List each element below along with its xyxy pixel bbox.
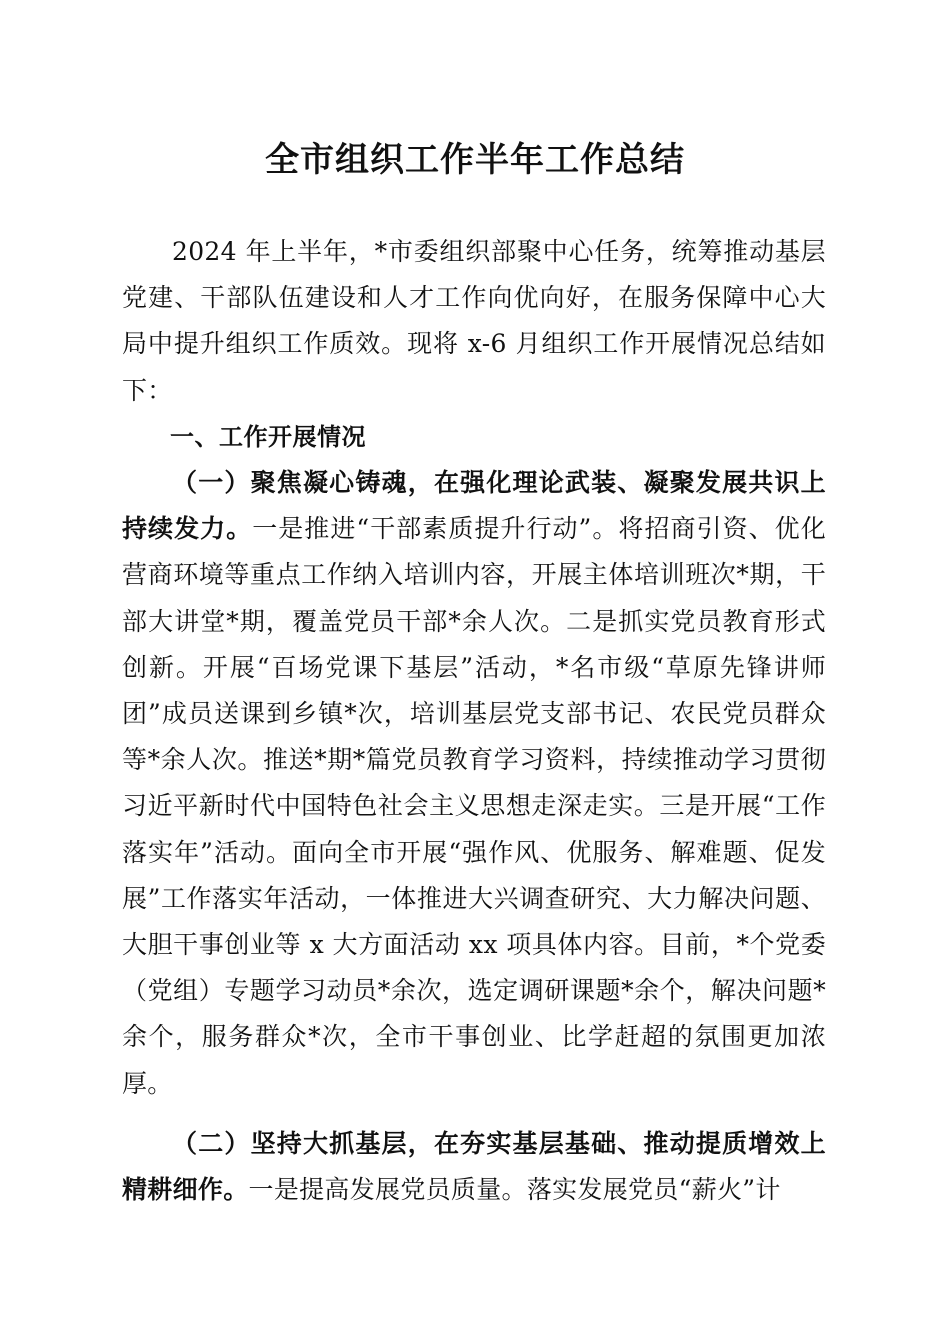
item-2-paragraph [122, 1121, 826, 1213]
item-2-body: 一是提高发展党员质量。落实发展党员“薪火”计 [248, 1175, 781, 1205]
intro-paragraph: 2024 年上半年，*市委组织部聚中心任务，统筹推动基层党建、干部队伍建设和人才工作向优向好，在服务保障中心大局中提升组织工作质效。现将 x-6 月组织工作开展情况总结如下： [122, 237, 826, 405]
item-1-lead: （一）聚焦凝心铸魂，在强化理论武装、凝聚发展共识上持续发力。 [122, 468, 826, 544]
item-2-lead: （二）坚持大抓基层，在夯实基层基础、推动提质增效上精耕细作。 [122, 1128, 826, 1205]
item-1-body: 一是推进“干部素质提升行动”。将招商引资、优化营商环境等重点工作纳入培训内容，开展主体培训班次*期，干部大讲堂*期，覆盖党员干部*余人次。二是抓实党员教育形式创新。开展“百场党课下基层”活动，*名市级“草原先锋讲师团”成员送课到乡镇*次，培训基层党支部书记、农民党员群众等*余人次。推送*期*篇党员教育学习资料，持续推动学习贯彻习近平新时代中国特色社会主义思想走深走实。三是开展“工作落实年”活动。面向全市开展“强作风、优服务、解难题、促发展”工作落实年活动，一体推进大兴调查研究、大力解决问题、大胆干事创业等 x 大方面活动 xx 项具体内容。目前，*个党委（党组）专题学习动员*余次，选定调研课题*余个，解决问题*余个，服务群众*次，全市干事创业、比学赶超的氛围更加浓厚。 [122, 514, 826, 1098]
item-1-paragraph [122, 460, 826, 1107]
document-body [122, 229, 826, 1213]
document-title: 全市组织工作半年工作总结 [265, 140, 685, 180]
section-heading-1: 一、工作开展情况 [170, 422, 366, 451]
